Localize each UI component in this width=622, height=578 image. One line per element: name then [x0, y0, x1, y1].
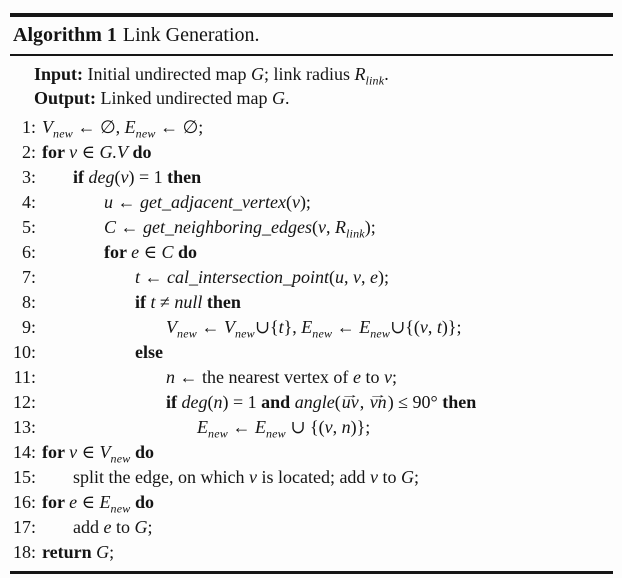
- text-segment: )};: [441, 317, 462, 337]
- text-segment: C: [104, 217, 117, 237]
- line-number: 9:: [21, 317, 36, 337]
- text-segment: ∈: [77, 492, 100, 512]
- text-segment: new: [177, 326, 197, 341]
- text-segment: G: [271, 88, 285, 108]
- text-segment: ) = 1: [222, 392, 262, 412]
- text-segment: );: [364, 217, 376, 237]
- text-segment: ∈: [77, 442, 100, 462]
- line-content: [42, 290, 241, 315]
- text-segment: ∪{(: [390, 317, 420, 337]
- text-segment: if: [73, 167, 89, 187]
- text-segment: );: [299, 192, 311, 212]
- text-segment: Input:: [34, 64, 84, 84]
- text-segment: get_neighboring_edges: [143, 217, 312, 237]
- input-line: [34, 62, 613, 86]
- text-segment: G: [400, 467, 414, 487]
- line-content: [42, 515, 153, 540]
- algorithm-line: [10, 490, 613, 515]
- text-segment: new: [135, 126, 156, 141]
- algorithm-line: [10, 440, 613, 465]
- line-content: [42, 115, 203, 140]
- line-content: [42, 190, 311, 215]
- line-content: [42, 415, 370, 440]
- line-content: [42, 490, 154, 515]
- text-segment: ) = 1: [128, 167, 168, 187]
- algorithm-line: [10, 290, 613, 315]
- text-segment: V: [223, 317, 235, 337]
- text-segment: v: [318, 217, 326, 237]
- text-segment: do: [130, 442, 154, 462]
- text-segment: u: [335, 267, 344, 287]
- text-segment: Output:: [34, 88, 97, 108]
- line-number: 10:: [12, 342, 36, 362]
- text-segment: t: [135, 267, 141, 287]
- text-segment: e: [370, 267, 378, 287]
- text-segment: for: [42, 142, 70, 162]
- text-segment: E: [124, 117, 136, 137]
- text-segment: v: [383, 367, 392, 387]
- text-segment: e: [131, 242, 140, 262]
- text-segment: link: [365, 73, 385, 88]
- line-number: 4:: [21, 192, 36, 212]
- text-segment: deg: [88, 167, 115, 187]
- line-content: [42, 390, 476, 415]
- line-number: 1:: [21, 117, 36, 137]
- text-segment: (: [329, 267, 335, 287]
- text-segment: t: [150, 292, 156, 312]
- text-segment: );: [378, 267, 389, 287]
- text-segment: deg: [181, 392, 208, 412]
- algorithm-line: [10, 165, 613, 190]
- text-segment: do: [130, 492, 154, 512]
- line-number: 12:: [12, 392, 36, 412]
- text-segment: to: [360, 367, 384, 387]
- text-segment: v: [353, 267, 361, 287]
- text-segment: ∈: [77, 142, 100, 162]
- text-segment: to: [377, 467, 401, 487]
- text-segment: G: [250, 64, 264, 84]
- text-segment: (: [312, 217, 318, 237]
- line-content: [42, 215, 376, 240]
- algorithm-title-text: Link Generation.: [122, 24, 260, 46]
- text-segment: add: [73, 517, 104, 537]
- text-segment: for: [104, 242, 132, 262]
- text-segment: V: [166, 317, 177, 337]
- text-segment: v: [248, 467, 257, 487]
- text-segment: return: [42, 542, 97, 562]
- text-segment: and: [261, 392, 295, 412]
- line-content: [42, 440, 154, 465]
- text-segment: ←: [140, 267, 168, 287]
- line-content: [42, 540, 114, 565]
- line-content: [42, 265, 389, 290]
- text-segment: then: [202, 292, 241, 312]
- line-content: [42, 165, 201, 190]
- line-number: 17:: [12, 517, 36, 537]
- text-segment: v: [324, 417, 333, 437]
- algorithm-label: Algorithm 1: [13, 24, 117, 46]
- text-segment: v: [120, 167, 129, 187]
- bottom-rule: [10, 571, 613, 574]
- text-segment: ; link radius: [263, 64, 355, 84]
- text-segment: R: [354, 64, 366, 84]
- text-segment: ←: [175, 367, 202, 387]
- line-number: 7:: [21, 267, 36, 287]
- text-segment: v: [369, 467, 378, 487]
- text-segment: new: [208, 426, 228, 441]
- text-segment: new: [265, 426, 286, 441]
- text-segment: new: [53, 126, 73, 141]
- line-number: 18:: [12, 542, 36, 562]
- text-segment: null: [174, 292, 203, 312]
- text-segment: ∪ {(: [285, 417, 325, 437]
- text-segment: is located; add: [256, 467, 370, 487]
- line-number: 15:: [12, 467, 36, 487]
- text-segment: ← ∅;: [155, 117, 204, 137]
- text-segment: new: [312, 326, 333, 341]
- text-segment: ≠: [155, 292, 175, 312]
- text-segment: the nearest vertex of: [202, 367, 353, 387]
- text-segment: n: [341, 417, 351, 437]
- text-segment: ←: [196, 317, 224, 337]
- text-segment: ←: [227, 417, 255, 437]
- line-content: [42, 340, 163, 365]
- text-segment: ;: [147, 517, 153, 537]
- text-segment: ;: [413, 467, 419, 487]
- line-number: 14:: [12, 442, 36, 462]
- text-segment: ∈: [139, 242, 162, 262]
- algorithm-line: [10, 140, 613, 165]
- text-segment: to: [111, 517, 135, 537]
- text-segment: },: [283, 317, 302, 337]
- text-segment: ←: [116, 217, 144, 237]
- text-segment: ∪{: [254, 317, 279, 337]
- algorithm-body: [10, 112, 613, 569]
- text-segment: else: [135, 342, 163, 362]
- text-segment: (: [334, 392, 341, 412]
- text-segment: for: [42, 492, 70, 512]
- algorithm-line: [10, 265, 613, 290]
- text-segment: v: [419, 317, 428, 337]
- output-line: [34, 86, 613, 110]
- text-segment: Linked undirected map: [96, 88, 272, 108]
- text-segment: v: [291, 192, 300, 212]
- line-number: 3:: [21, 167, 36, 187]
- line-number: 13:: [12, 417, 36, 437]
- text-segment: new: [234, 326, 255, 341]
- text-segment: (: [207, 392, 214, 412]
- text-segment: e: [103, 517, 112, 537]
- text-segment: R: [335, 217, 346, 237]
- algorithm-line: [10, 390, 613, 415]
- text-segment: new: [110, 451, 131, 466]
- text-segment: then: [442, 392, 477, 412]
- text-segment: n: [213, 392, 223, 412]
- line-number: 11:: [13, 367, 36, 387]
- line-number: 16:: [12, 492, 36, 512]
- text-segment: G: [96, 542, 110, 562]
- algorithm-line: [10, 215, 613, 240]
- text-segment: ,: [361, 267, 370, 287]
- algorithm-line: [10, 365, 613, 390]
- text-segment: .: [384, 64, 389, 84]
- line-number: 5:: [21, 217, 36, 237]
- text-segment: → uv: [341, 390, 360, 415]
- text-segment: if: [166, 392, 182, 412]
- text-segment: )};: [350, 417, 371, 437]
- text-segment: n: [166, 367, 175, 387]
- algorithm-io: [10, 56, 613, 112]
- text-segment: (: [285, 192, 292, 212]
- algorithm-line: [10, 115, 613, 140]
- text-segment: Initial undirected map: [83, 64, 251, 84]
- text-segment: ←: [332, 317, 360, 337]
- text-segment: ;: [391, 367, 397, 387]
- text-segment: ) ≤ 90°: [387, 392, 443, 412]
- line-number: 6:: [21, 242, 36, 262]
- text-segment: v: [69, 442, 78, 462]
- text-segment: V: [42, 117, 53, 137]
- text-segment: E: [359, 317, 371, 337]
- text-segment: e: [352, 367, 361, 387]
- text-segment: ,: [326, 217, 335, 237]
- text-segment: new: [370, 326, 391, 341]
- algorithm-line: [10, 340, 613, 365]
- line-content: [42, 315, 462, 340]
- text-segment: .: [284, 88, 290, 108]
- line-content: [42, 465, 419, 490]
- text-segment: ← ∅,: [72, 117, 125, 137]
- text-segment: get_adjacent_vertex: [140, 192, 286, 212]
- text-segment: E: [197, 417, 208, 437]
- algorithm-line: [10, 415, 613, 440]
- text-segment: → vn: [369, 390, 388, 415]
- text-segment: u: [104, 192, 113, 212]
- line-number: 2:: [21, 142, 36, 162]
- algorithm-line: [10, 240, 613, 265]
- text-segment: if: [135, 292, 151, 312]
- line-content: [42, 140, 152, 165]
- text-segment: ,: [427, 317, 437, 337]
- text-segment: C: [161, 242, 174, 262]
- text-segment: for: [42, 442, 70, 462]
- text-segment: (: [114, 167, 121, 187]
- text-segment: E: [301, 317, 313, 337]
- algorithm-line: [10, 540, 613, 565]
- text-segment: G.V: [99, 142, 128, 162]
- text-segment: cal_intersection_point: [167, 267, 329, 287]
- text-segment: do: [173, 242, 198, 262]
- text-segment: ,: [359, 392, 369, 412]
- text-segment: ,: [332, 417, 342, 437]
- text-segment: V: [99, 442, 111, 462]
- text-segment: angle: [294, 392, 335, 412]
- line-number: 8:: [21, 292, 36, 312]
- text-segment: then: [167, 167, 202, 187]
- text-segment: split the edge, on which: [73, 467, 249, 487]
- text-segment: ←: [113, 192, 140, 212]
- text-segment: ,: [344, 267, 353, 287]
- algorithm-line: [10, 465, 613, 490]
- text-segment: ;: [109, 542, 115, 562]
- text-segment: E: [254, 417, 266, 437]
- text-segment: new: [110, 501, 131, 516]
- text-segment: E: [99, 492, 111, 512]
- algorithm-line: [10, 515, 613, 540]
- text-segment: v: [69, 142, 78, 162]
- text-segment: t: [278, 317, 284, 337]
- text-segment: link: [346, 226, 365, 241]
- algorithm-title: [10, 17, 613, 54]
- algorithm-line: [10, 190, 613, 215]
- line-content: [42, 240, 197, 265]
- text-segment: t: [436, 317, 442, 337]
- text-segment: do: [128, 142, 152, 162]
- algorithm-line: [10, 315, 613, 340]
- text-segment: e: [69, 492, 78, 512]
- text-segment: G: [134, 517, 148, 537]
